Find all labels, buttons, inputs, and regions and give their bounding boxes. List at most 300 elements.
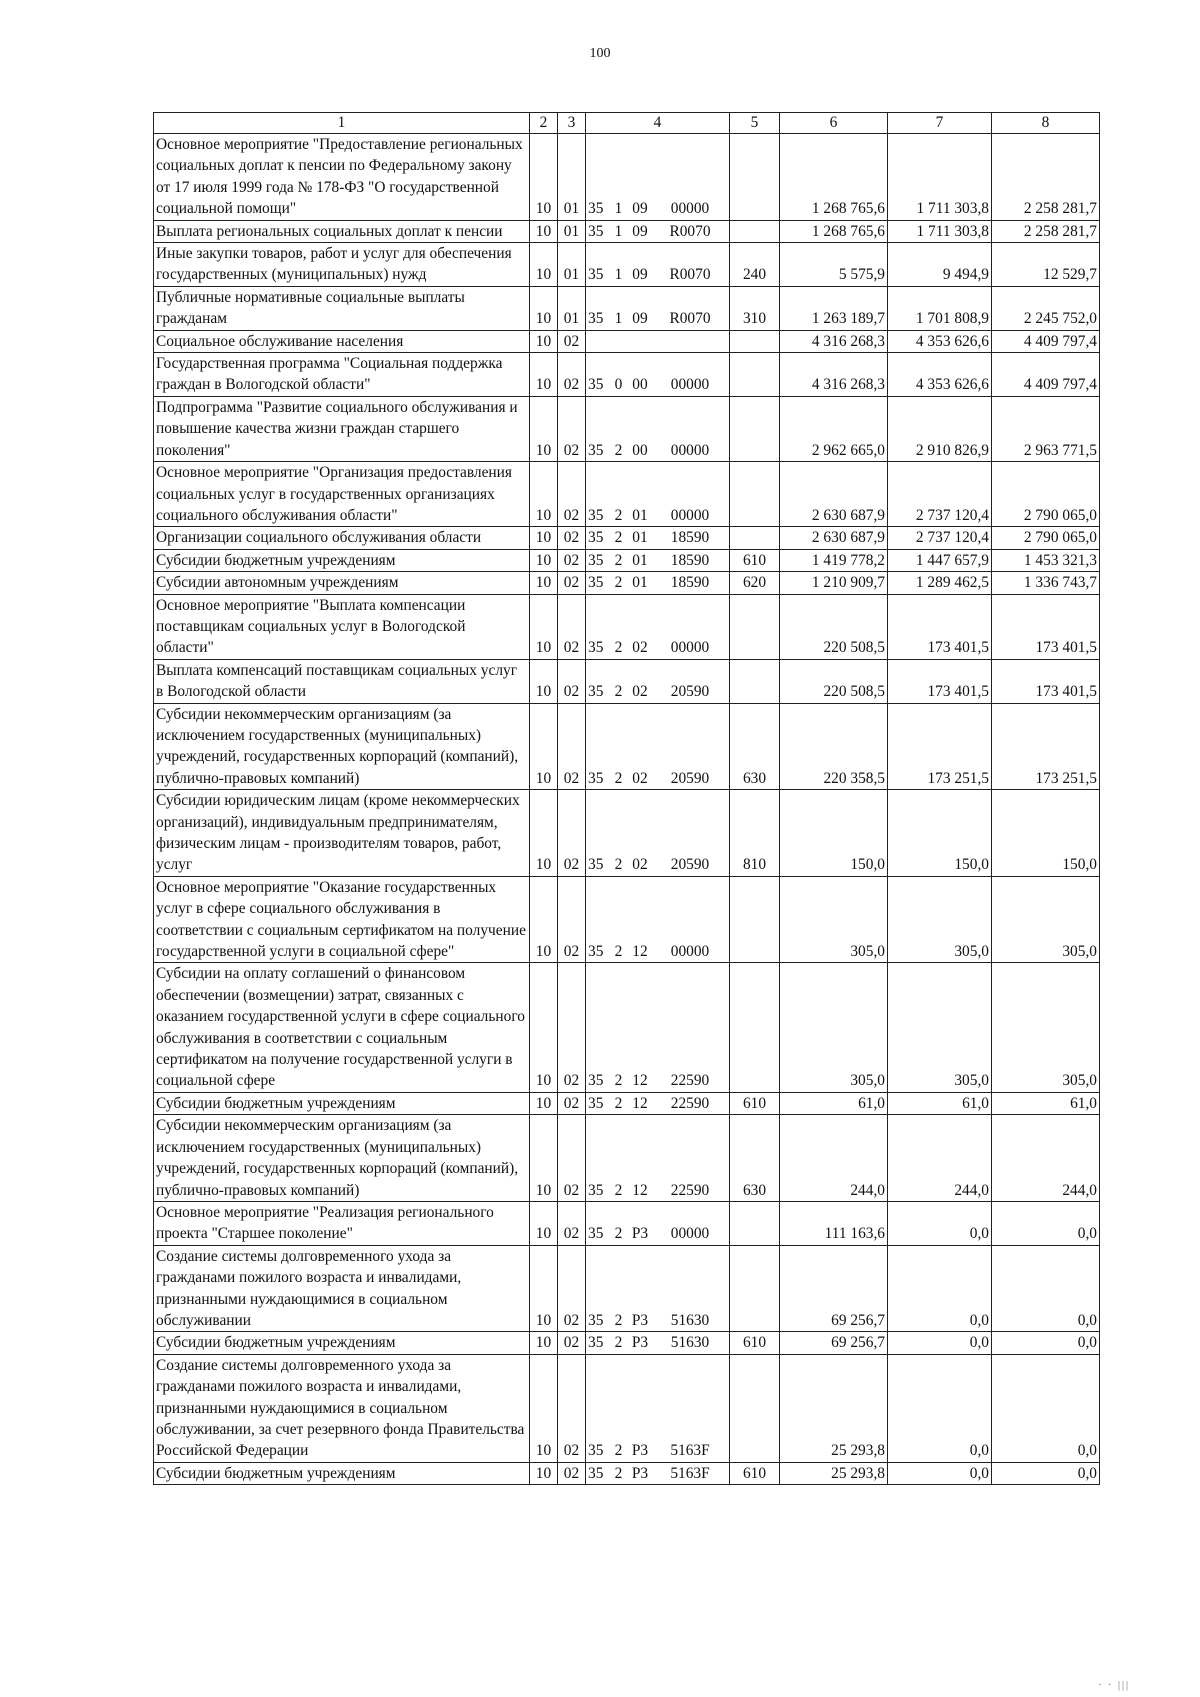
target-article-cell [586,353,730,397]
section-code-cell: 10 [530,703,558,790]
section-code-cell: 10 [530,1115,558,1202]
amount-col7-cell: 0,0 [888,1462,992,1484]
table-row [154,594,1100,659]
section-code-cell: 10 [530,1092,558,1114]
program-code: 35 [588,856,604,874]
header-cell: 6 [780,113,888,134]
header-cell: 4 [586,113,730,134]
program-code: 35 [588,376,604,394]
section-code-cell: 10 [530,353,558,397]
section-code-cell: 10 [530,134,558,221]
expense-type-cell: 610 [730,1332,780,1354]
amount-col7-cell: 173 251,5 [888,703,992,790]
amount-col7-cell: 305,0 [888,876,992,963]
program-code: 35 [588,1181,604,1199]
event-code: 09 [632,266,648,284]
program-code: 35 [588,943,604,961]
subsection-code-cell: 02 [558,790,586,877]
expense-type-cell [730,659,780,703]
subprogram-code: 2 [614,1334,623,1352]
amount-col8-cell: 2 258 281,7 [992,220,1100,242]
target-article-cell [586,876,730,963]
event-code: 00 [632,441,648,459]
section-code-cell: 10 [530,790,558,877]
table-row [154,703,1100,790]
target-article-cell [586,1332,730,1354]
target-article-cell [586,527,730,549]
direction-code: 00000 [670,441,710,459]
subprogram-code: 2 [614,1225,623,1243]
section-code-cell: 10 [530,594,558,659]
subprogram-code: 2 [614,1442,623,1460]
subsection-code-cell: 02 [558,1462,586,1484]
amount-col8-cell: 4 409 797,4 [992,353,1100,397]
subsection-code-cell: 01 [558,243,586,287]
row-name-cell: Создание системы долговременного ухода за гражданами пожилого возраста и инвалидами, признанными нуждающимися в социальном обслуживании [154,1245,530,1332]
direction-code: 5163F [670,1464,710,1482]
subsection-code-cell: 02 [558,1092,586,1114]
subprogram-code: 1 [614,266,623,284]
expense-type-cell: 240 [730,243,780,287]
direction-code: 00000 [670,200,710,218]
amount-col6-cell: 111 163,6 [780,1201,888,1245]
row-name-cell: Организации социального обслуживания области [154,527,530,549]
amount-col8-cell: 1 336 743,7 [992,572,1100,594]
amount-col7-cell: 1 701 808,9 [888,286,992,330]
table-header-row [154,113,1100,134]
amount-col7-cell: 9 494,9 [888,243,992,287]
subsection-code-cell: 01 [558,220,586,242]
amount-col7-cell: 0,0 [888,1245,992,1332]
program-code: 35 [588,222,604,240]
direction-code: 00000 [670,376,710,394]
event-code: P3 [631,1311,649,1329]
table-row [154,572,1100,594]
header-cell: 3 [558,113,586,134]
program-code: 35 [588,1334,604,1352]
section-code-cell: 10 [530,1354,558,1462]
expense-type-cell [730,1201,780,1245]
subprogram-code: 2 [614,551,623,569]
amount-col8-cell: 2 258 281,7 [992,134,1100,221]
event-code: 12 [632,943,648,961]
row-name-cell: Субсидии бюджетным учреждениям [154,1462,530,1484]
amount-col7-cell: 1 289 462,5 [888,572,992,594]
amount-col8-cell: 173 401,5 [992,594,1100,659]
direction-code: 51630 [670,1334,710,1352]
header-cell: 5 [730,113,780,134]
amount-col6-cell: 220 508,5 [780,659,888,703]
event-code: 02 [632,639,648,657]
direction-code: 00000 [670,506,710,524]
program-code: 35 [588,769,604,787]
target-article-cell [586,594,730,659]
row-name-cell: Выплата региональных социальных доплат к пенсии [154,220,530,242]
section-code-cell: 10 [530,243,558,287]
event-code: 01 [632,551,648,569]
subsection-code-cell: 01 [558,134,586,221]
event-code: 12 [632,1094,648,1112]
amount-col6-cell: 1 263 189,7 [780,286,888,330]
subprogram-code: 2 [614,943,623,961]
event-code: P3 [631,1225,649,1243]
target-article-cell [586,659,730,703]
subprogram-code: 2 [614,574,623,592]
subsection-code-cell: 02 [558,353,586,397]
table-row [154,1115,1100,1202]
amount-col7-cell: 244,0 [888,1115,992,1202]
subprogram-code: 2 [614,856,623,874]
row-name-cell: Субсидии бюджетным учреждениям [154,549,530,571]
table-row [154,462,1100,527]
row-name-cell: Выплата компенсаций поставщикам социальных услуг в Вологодской области [154,659,530,703]
amount-col6-cell: 244,0 [780,1115,888,1202]
row-name-cell: Субсидии некоммерческим организациям (за исключением государственных (муниципальных) учреждений, государственных корпораций (компаний), публично-правовых компаний) [154,1115,530,1202]
amount-col7-cell: 150,0 [888,790,992,877]
direction-code: 20590 [670,683,710,701]
table-body [154,134,1100,1485]
amount-col8-cell: 0,0 [992,1201,1100,1245]
expense-type-cell [730,134,780,221]
subsection-code-cell: 02 [558,462,586,527]
program-code: 35 [588,639,604,657]
section-code-cell: 10 [530,1462,558,1484]
section-code-cell: 10 [530,220,558,242]
section-code-cell: 10 [530,527,558,549]
table-row [154,1092,1100,1114]
amount-col8-cell: 173 251,5 [992,703,1100,790]
target-article-cell [586,1462,730,1484]
table-row [154,876,1100,963]
target-article-cell [586,286,730,330]
section-code-cell: 10 [530,462,558,527]
amount-col8-cell: 2 245 752,0 [992,286,1100,330]
amount-col6-cell: 5 575,9 [780,243,888,287]
amount-col8-cell: 150,0 [992,790,1100,877]
amount-col7-cell: 0,0 [888,1332,992,1354]
direction-code: 20590 [670,856,710,874]
expense-type-cell [730,330,780,352]
event-code: 02 [632,856,648,874]
amount-col6-cell: 1 419 778,2 [780,549,888,571]
table-row [154,353,1100,397]
amount-col8-cell: 244,0 [992,1115,1100,1202]
expense-type-cell [730,1245,780,1332]
section-code-cell: 10 [530,286,558,330]
section-code-cell: 10 [530,1332,558,1354]
row-name-cell: Государственная программа "Социальная поддержка граждан в Вологодской области" [154,353,530,397]
subsection-code-cell: 02 [558,963,586,1092]
program-code: 35 [588,441,604,459]
subprogram-code: 2 [614,1072,623,1090]
direction-code: 00000 [670,639,710,657]
subsection-code-cell: 02 [558,549,586,571]
amount-col7-cell: 305,0 [888,963,992,1092]
amount-col7-cell: 2 910 826,9 [888,396,992,461]
event-code: 00 [632,376,648,394]
table-row [154,527,1100,549]
amount-col8-cell: 2 790 065,0 [992,462,1100,527]
row-name-cell: Основное мероприятие "Предоставление региональных социальных доплат к пенсии по Федеральному закону от 17 июля 1999 года № 178-ФЗ "О государственной социальной помощи" [154,134,530,221]
subprogram-code: 2 [614,769,623,787]
row-name-cell: Основное мероприятие "Оказание государственных услуг в сфере социального обслуживания в соответствии с социальным сертификатом на получение государственной услуги в социальной сфере" [154,876,530,963]
table-row [154,963,1100,1092]
row-name-cell: Субсидии бюджетным учреждениям [154,1092,530,1114]
expense-type-cell: 630 [730,1115,780,1202]
expense-type-cell [730,396,780,461]
event-code: P3 [631,1464,649,1482]
subprogram-code: 1 [614,222,623,240]
amount-col8-cell: 173 401,5 [992,659,1100,703]
program-code: 35 [588,551,604,569]
event-code: 09 [632,222,648,240]
amount-col6-cell: 305,0 [780,876,888,963]
direction-code: R0070 [669,266,711,284]
event-code: P3 [631,1442,649,1460]
subsection-code-cell: 02 [558,396,586,461]
event-code: 12 [632,1072,648,1090]
direction-code: 51630 [670,1311,710,1329]
target-article-cell [586,1092,730,1114]
target-article-cell [586,396,730,461]
subsection-code-cell: 02 [558,703,586,790]
amount-col8-cell: 0,0 [992,1354,1100,1462]
target-article-cell [586,243,730,287]
amount-col6-cell: 1 210 909,7 [780,572,888,594]
subsection-code-cell: 01 [558,286,586,330]
table-row [154,1462,1100,1484]
expense-type-cell: 310 [730,286,780,330]
amount-col8-cell: 0,0 [992,1462,1100,1484]
program-code: 35 [588,1072,604,1090]
direction-code: 22590 [670,1181,710,1199]
expense-type-cell [730,462,780,527]
target-article-cell [586,220,730,242]
event-code: 01 [632,529,648,547]
subprogram-code: 2 [614,683,623,701]
subprogram-code: 1 [614,200,623,218]
expense-type-cell [730,220,780,242]
amount-col8-cell: 0,0 [992,1245,1100,1332]
row-name-cell: Субсидии некоммерческим организациям (за исключением государственных (муниципальных) учреждений, государственных корпораций (компаний), публично-правовых компаний) [154,703,530,790]
direction-code: 00000 [670,943,710,961]
program-code: 35 [588,1311,604,1329]
direction-code: R0070 [669,310,711,328]
amount-col6-cell: 150,0 [780,790,888,877]
program-code: 35 [588,529,604,547]
row-name-cell: Субсидии юридическим лицам (кроме некоммерческих организаций), индивидуальным предпринимателям, физическим лицам - производителям товаров, работ, услуг [154,790,530,877]
expense-type-cell: 610 [730,1092,780,1114]
subsection-code-cell: 02 [558,594,586,659]
amount-col7-cell: 0,0 [888,1354,992,1462]
section-code-cell: 10 [530,330,558,352]
header-cell: 2 [530,113,558,134]
subsection-code-cell: 02 [558,1245,586,1332]
program-code: 35 [588,266,604,284]
amount-col6-cell: 2 630 687,9 [780,462,888,527]
section-code-cell: 10 [530,659,558,703]
table-row [154,1354,1100,1462]
target-article-cell [586,1245,730,1332]
target-article-cell [586,134,730,221]
page-number: 100 [589,46,611,61]
event-code: 09 [632,200,648,218]
direction-code: R0070 [669,222,711,240]
section-code-cell: 10 [530,396,558,461]
amount-col8-cell: 2 963 771,5 [992,396,1100,461]
row-name-cell: Создание системы долговременного ухода за гражданами пожилого возраста и инвалидами, признанными нуждающимися в социальном обслуживании, за счет резервного фонда Правительства Российской Федерации [154,1354,530,1462]
amount-col6-cell: 2 630 687,9 [780,527,888,549]
program-code: 35 [588,1094,604,1112]
section-code-cell: 10 [530,963,558,1092]
amount-col8-cell: 1 453 321,3 [992,549,1100,571]
scan-mark: · · ||| [1098,1680,1130,1691]
subprogram-code: 2 [614,1464,623,1482]
header-cell: 7 [888,113,992,134]
subsection-code-cell: 02 [558,1354,586,1462]
row-name-cell: Социальное обслуживание населения [154,330,530,352]
expense-type-cell [730,1354,780,1462]
target-article-cell [586,1115,730,1202]
table-row [154,1332,1100,1354]
event-code: 01 [632,574,648,592]
program-code: 35 [588,200,604,218]
target-article-cell [586,462,730,527]
table-row [154,134,1100,221]
direction-code: 00000 [670,1225,710,1243]
target-article-cell [586,703,730,790]
subsection-code-cell: 02 [558,1332,586,1354]
expense-type-cell [730,527,780,549]
subprogram-code: 2 [614,529,623,547]
table-row [154,220,1100,242]
row-name-cell: Основное мероприятие "Организация предоставления социальных услуг в государственных организациях социального обслуживания области" [154,462,530,527]
event-code: 01 [632,506,648,524]
row-name-cell: Субсидии на оплату соглашений о финансовом обеспечении (возмещении) затрат, связанных с оказанием государственной услуги в сфере социального обслуживания в соответствии с социальным сертификатом на получение государственной услуги в социальной сфере [154,963,530,1092]
amount-col6-cell: 61,0 [780,1092,888,1114]
subprogram-code: 2 [614,1094,623,1112]
amount-col8-cell: 2 790 065,0 [992,527,1100,549]
target-article-cell [586,963,730,1092]
amount-col8-cell: 12 529,7 [992,243,1100,287]
program-code: 35 [588,1225,604,1243]
target-article-cell [586,790,730,877]
program-code: 35 [588,1464,604,1482]
subsection-code-cell: 02 [558,572,586,594]
subsection-code-cell: 02 [558,659,586,703]
expense-type-cell: 630 [730,703,780,790]
amount-col7-cell: 173 401,5 [888,659,992,703]
section-code-cell: 10 [530,1245,558,1332]
program-code: 35 [588,506,604,524]
header-cell: 1 [154,113,530,134]
amount-col7-cell: 1 711 303,8 [888,134,992,221]
target-article-cell [586,1201,730,1245]
direction-code: 18590 [670,551,710,569]
table-row [154,330,1100,352]
table-row [154,659,1100,703]
amount-col6-cell: 69 256,7 [780,1332,888,1354]
amount-col6-cell: 220 508,5 [780,594,888,659]
program-code: 35 [588,574,604,592]
program-code: 35 [588,310,604,328]
table-row [154,790,1100,877]
row-name-cell: Иные закупки товаров, работ и услуг для обеспечения государственных (муниципальных) нужд [154,243,530,287]
row-name-cell: Основное мероприятие "Выплата компенсации поставщикам социальных услуг в Вологодской области" [154,594,530,659]
subprogram-code: 0 [614,376,623,394]
direction-code: 22590 [670,1072,710,1090]
amount-col7-cell: 2 737 120,4 [888,527,992,549]
program-code: 35 [588,1442,604,1460]
section-code-cell: 10 [530,876,558,963]
event-code: 02 [632,769,648,787]
subsection-code-cell: 02 [558,1201,586,1245]
direction-code: 22590 [670,1094,710,1112]
target-article-cell [586,1354,730,1462]
row-name-cell: Основное мероприятие "Реализация регионального проекта "Старшее поколение" [154,1201,530,1245]
amount-col6-cell: 2 962 665,0 [780,396,888,461]
amount-col7-cell: 1 447 657,9 [888,549,992,571]
amount-col6-cell: 1 268 765,6 [780,134,888,221]
section-code-cell: 10 [530,572,558,594]
amount-col8-cell: 305,0 [992,963,1100,1092]
expense-type-cell [730,963,780,1092]
amount-col8-cell: 305,0 [992,876,1100,963]
amount-col8-cell: 4 409 797,4 [992,330,1100,352]
direction-code: 20590 [670,769,710,787]
section-code-cell: 10 [530,549,558,571]
table-row [154,549,1100,571]
subsection-code-cell: 02 [558,1115,586,1202]
amount-col7-cell: 1 711 303,8 [888,220,992,242]
row-name-cell: Субсидии автономным учреждениям [154,572,530,594]
table-row [154,396,1100,461]
expense-type-cell: 610 [730,549,780,571]
budget-table [153,112,1100,1485]
amount-col7-cell: 173 401,5 [888,594,992,659]
expense-type-cell: 810 [730,790,780,877]
amount-col6-cell: 305,0 [780,963,888,1092]
amount-col6-cell: 25 293,8 [780,1354,888,1462]
amount-col8-cell: 0,0 [992,1332,1100,1354]
subprogram-code: 2 [614,441,623,459]
section-code-cell: 10 [530,1201,558,1245]
amount-col6-cell: 220 358,5 [780,703,888,790]
table-row [154,243,1100,287]
event-code: 09 [632,310,648,328]
subsection-code-cell: 02 [558,330,586,352]
subprogram-code: 2 [614,506,623,524]
row-name-cell: Подпрограмма "Развитие социального обслуживания и повышение качества жизни граждан старшего поколения" [154,396,530,461]
row-name-cell: Публичные нормативные социальные выплаты гражданам [154,286,530,330]
target-article-cell [586,572,730,594]
table-row [154,1245,1100,1332]
amount-col7-cell: 2 737 120,4 [888,462,992,527]
event-code: 02 [632,683,648,701]
subprogram-code: 1 [614,310,623,328]
amount-col7-cell: 0,0 [888,1201,992,1245]
amount-col6-cell: 69 256,7 [780,1245,888,1332]
target-article-cell [586,549,730,571]
direction-code: 18590 [670,529,710,547]
row-name-cell: Субсидии бюджетным учреждениям [154,1332,530,1354]
event-code: 12 [632,1181,648,1199]
expense-type-cell [730,876,780,963]
amount-col8-cell: 61,0 [992,1092,1100,1114]
subprogram-code: 2 [614,1181,623,1199]
program-code: 35 [588,683,604,701]
table-row [154,1201,1100,1245]
